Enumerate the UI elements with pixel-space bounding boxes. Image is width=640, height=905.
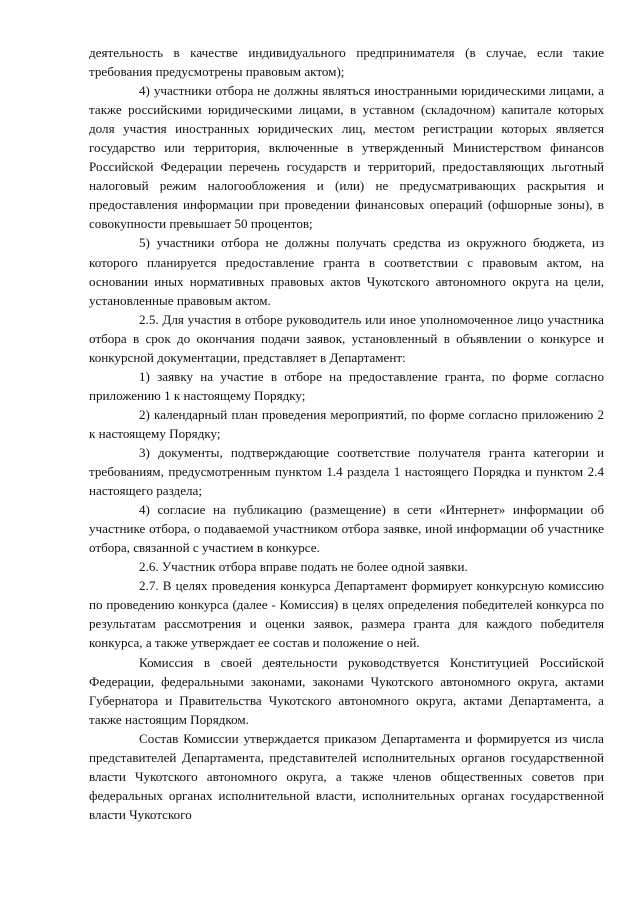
paragraph-subitem-1: 1) заявку на участие в отборе на предоставление гранта, по форме согласно приложению 1 к настоящему Порядку; (89, 368, 604, 403)
paragraph-subitem-4: 4) согласие на публикацию (размещение) в сети «Интернет» информации об участнике отбора, о подаваемой участником отбора заявке, иной информации об участнике отбора, связанной с участием в конкурсе. (89, 502, 604, 556)
paragraph-section-2-6: 2.6. Участник отбора вправе подать не более одной заявки. (139, 559, 468, 575)
document-body (89, 43, 604, 824)
paragraph-continuation: деятельность в качестве индивидуального предпринимателя (в случае, если такие требования предусмотрены правовым актом); (89, 45, 604, 80)
paragraph-section-2-7: 2.7. В целях проведения конкурса Департамент формирует конкурсную комиссию по проведению конкурса (далее - Комиссия) в целях определения победителей конкурса по результатам рассмотрения и оценки заявок, размера гранта для каждого победителя конкурса, а также утверждает ее состав и положение о ней. (89, 578, 604, 651)
paragraph-commission-guidance: Комиссия в своей деятельности руководствуется Конституцией Российской Федерации, федеральными законами, законами Чукотского автономного округа, актами Губернатора и Правительства Чукотского автономного округа, актами Департамента, а также настоящим Порядком. (89, 654, 604, 727)
paragraph-item-4: 4) участники отбора не должны являться иностранными юридическими лицами, а также российскими юридическими лицами, в уставном (складочном) капитале которых доля участия иностранных юридических лиц, местом регистрации которых является государство или территория, включенные в утвержденный Министерством финансов Российской Федерации перечень государств и территорий, предоставляющих льготный налоговый режим налогообложения и (или) не предусматривающих раскрытия и предоставления информации при проведении финансовых операций (офшорные зоны), в совокупности превышает 50 процентов; (89, 83, 604, 232)
paragraph-commission-composition: Состав Комиссии утверждается приказом Департамента и формируется из числа представителей Департамента, представителей исполнительных органов государственной власти Чукотского автономного округа, а также членов общественных советов при федеральных органах исполнительной власти, исполнительных органах государственной власти Чукотского (89, 730, 604, 822)
paragraph-item-5: 5) участники отбора не должны получать средства из окружного бюджета, из которого планируется предоставление гранта в соответствии с правовым актом, на основании иных нормативных правовых актов Чукотского автономного округа на цели, установленные правовым актом. (89, 235, 604, 308)
paragraph-subitem-3: 3) документы, подтверждающие соответствие получателя гранта категории и требованиям, предусмотренным пунктом 1.4 раздела 1 настоящего Порядка и пунктом 2.4 настоящего раздела; (89, 444, 604, 499)
paragraph-subitem-2: 2) календарный план проведения мероприятий, по форме согласно приложению 2 к настоящему Порядку; (89, 406, 604, 441)
paragraph-section-2-5: 2.5. Для участия в отборе руководитель или иное уполномоченное лицо участника отбора в срок до окончания подачи заявок, установленный в объявлении о конкурсе и конкурсной документации, представляет в Департамент: (89, 311, 604, 365)
